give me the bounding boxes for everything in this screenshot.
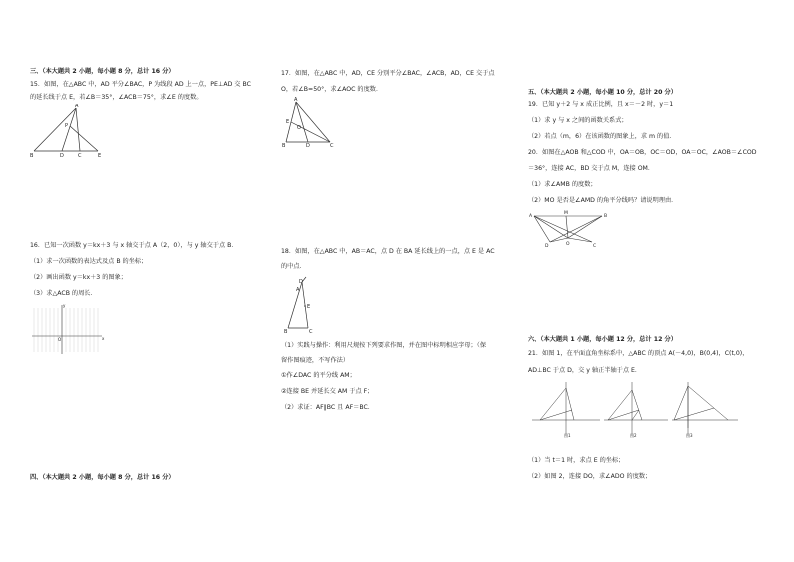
q18-triangle-figure — [282, 276, 322, 334]
q17-text-line2: O，若∠B=50°，求∠AOC 的度数． — [281, 86, 383, 93]
q20-label-b: B — [604, 214, 608, 219]
q20-part2: （2）MO 是否是∠AMD 的角平分线吗？请说明理由． — [528, 197, 678, 204]
q18-text-line2: 的中点． — [281, 263, 306, 270]
q17-triangle-figure — [282, 96, 338, 148]
q16-part3: （3）求△ACB 的周长． — [30, 290, 97, 297]
section4-header: 四、（本大题共 2 小题，每小题 8 分，总计 16 分） — [30, 474, 175, 481]
q21-caption-1: 图1 — [564, 433, 571, 438]
q21-text-line2: AD⊥BC 于点 D，交 y 轴正半轴于点 E． — [528, 367, 642, 374]
q16-part1: （1）求一次函数的表达式及点 B 的坐标； — [30, 258, 148, 265]
q19-text-line1: 19．已知 y＋2 与 x 成正比例，且 x＝－2 时，y＝1 — [528, 101, 674, 108]
q20-label-o: O — [566, 242, 570, 247]
q15-text-line1: 15．如图，在△ABC 中，AD 平分∠BAC，P 为线段 AD 上一点，PE⊥AD 交 BC — [30, 81, 251, 88]
q16-label-origin: O — [58, 337, 62, 342]
q21-figure-1 — [530, 378, 602, 438]
q20-label-c: C — [593, 244, 597, 249]
section5-header: 五、（本大题共 2 小题，每小题 10 分，总计 20 分） — [528, 89, 677, 96]
q18-label-b: B — [284, 329, 288, 334]
q18-part2: （2）求证：AF∥BC 且 AF＝BC． — [281, 404, 374, 411]
q16-label-y: y — [63, 303, 66, 308]
q19-part1: （1）求 y 与 x 之间的函数关系式； — [528, 117, 628, 124]
q15-label-p: P — [65, 123, 69, 129]
q15-label-d: D — [60, 153, 64, 158]
q21-part1: （1）当 t＝1 时，求点 E 的坐标； — [528, 457, 625, 464]
q21-caption-2: 图2 — [630, 433, 637, 438]
q18-label-c: C — [309, 329, 313, 334]
q15-label-e: E — [98, 153, 102, 158]
q20-label-a: A — [529, 214, 533, 219]
q17-label-e: E — [286, 119, 290, 125]
q16-label-x: x — [102, 336, 105, 341]
q15-label-b: B — [30, 153, 34, 158]
q18-step2: ②连接 BE 并延长交 AM 于点 F； — [281, 388, 374, 395]
q21-figure-2 — [602, 378, 670, 438]
q18-part1-line2: 留作图痕迹，不写作法） — [281, 357, 350, 364]
q17-label-a: A — [294, 97, 298, 103]
section6-header: 六、（本大题共 1 小题，每小题 12 分，总计 12 分） — [528, 336, 677, 343]
q15-text-line2: 的延长线于点 E，若∠B＝35°，∠ACB＝75°，求∠E 的度数。 — [30, 94, 203, 101]
q20-text-line2: ＝36°，连接 AC，BD 交于点 M，连接 OM． — [528, 165, 655, 172]
q21-text-line1: 21．如图 1，在平面直角坐标系中，△ABC 的顶点 A(－4,0)，B(0,4)，C(t,0)， — [528, 350, 749, 357]
q21-part2: （2）如图 2，连接 DO，求∠ADO 的度数； — [528, 473, 652, 480]
q17-text-line1: 17．如图，在△ABC 中，AD，CE 分别平分∠BAC，∠ACB，AD，CE 交于点 — [281, 70, 495, 77]
q20-label-d: D — [545, 244, 549, 249]
q20-part1: （1）求∠AMB 的度数； — [528, 181, 597, 188]
q21-figure-3 — [670, 378, 740, 438]
q15-triangle-figure — [28, 104, 110, 158]
q17-label-d: D — [306, 143, 310, 148]
q18-label-e: E — [307, 304, 311, 310]
q18-label-a: A — [296, 287, 300, 293]
q16-text-line1: 16．已知一次函数 y＝kx＋3 与 x 轴交于点 A（2，0），与 y 轴交于点 B． — [30, 242, 238, 249]
q15-label-a: A — [75, 104, 79, 109]
q16-coordinate-grid — [30, 302, 106, 356]
q20-figure — [528, 208, 612, 250]
q16-part2: （2）画出函数 y＝kx＋3 的图象； — [30, 274, 127, 281]
q19-part2: （2）若点（m，6）在该函数的图象上，求 m 的值． — [528, 133, 676, 140]
q18-part1-line1: （1）实践与操作：利用尺规按下列要求作图，并在图中标明相应字母；（保 — [281, 342, 487, 349]
q18-text-line1: 18．如图，在△ABC 中，AB＝AC，点 D 在 BA 延长线上的一点，点 E 是 AC — [281, 248, 495, 255]
q21-caption-3: 图3 — [686, 433, 693, 438]
q20-text-line1: 20．如图在△AOB 和△COD 中，OA＝OB，OC＝OD，OA＝OC，∠AOB＝∠COD — [528, 149, 757, 156]
q18-step1: ①作∠DAC 的平分线 AM； — [281, 372, 356, 379]
q17-label-b: B — [282, 143, 286, 148]
q17-label-c: C — [330, 143, 334, 148]
q20-label-m: M — [564, 211, 568, 216]
q17-label-o: O — [297, 125, 301, 131]
q18-label-d: D — [299, 279, 303, 285]
section3-header: 三、（本大题共 2 小题，每小题 8 分，总计 16 分） — [30, 68, 175, 75]
q15-label-c: C — [78, 153, 82, 158]
